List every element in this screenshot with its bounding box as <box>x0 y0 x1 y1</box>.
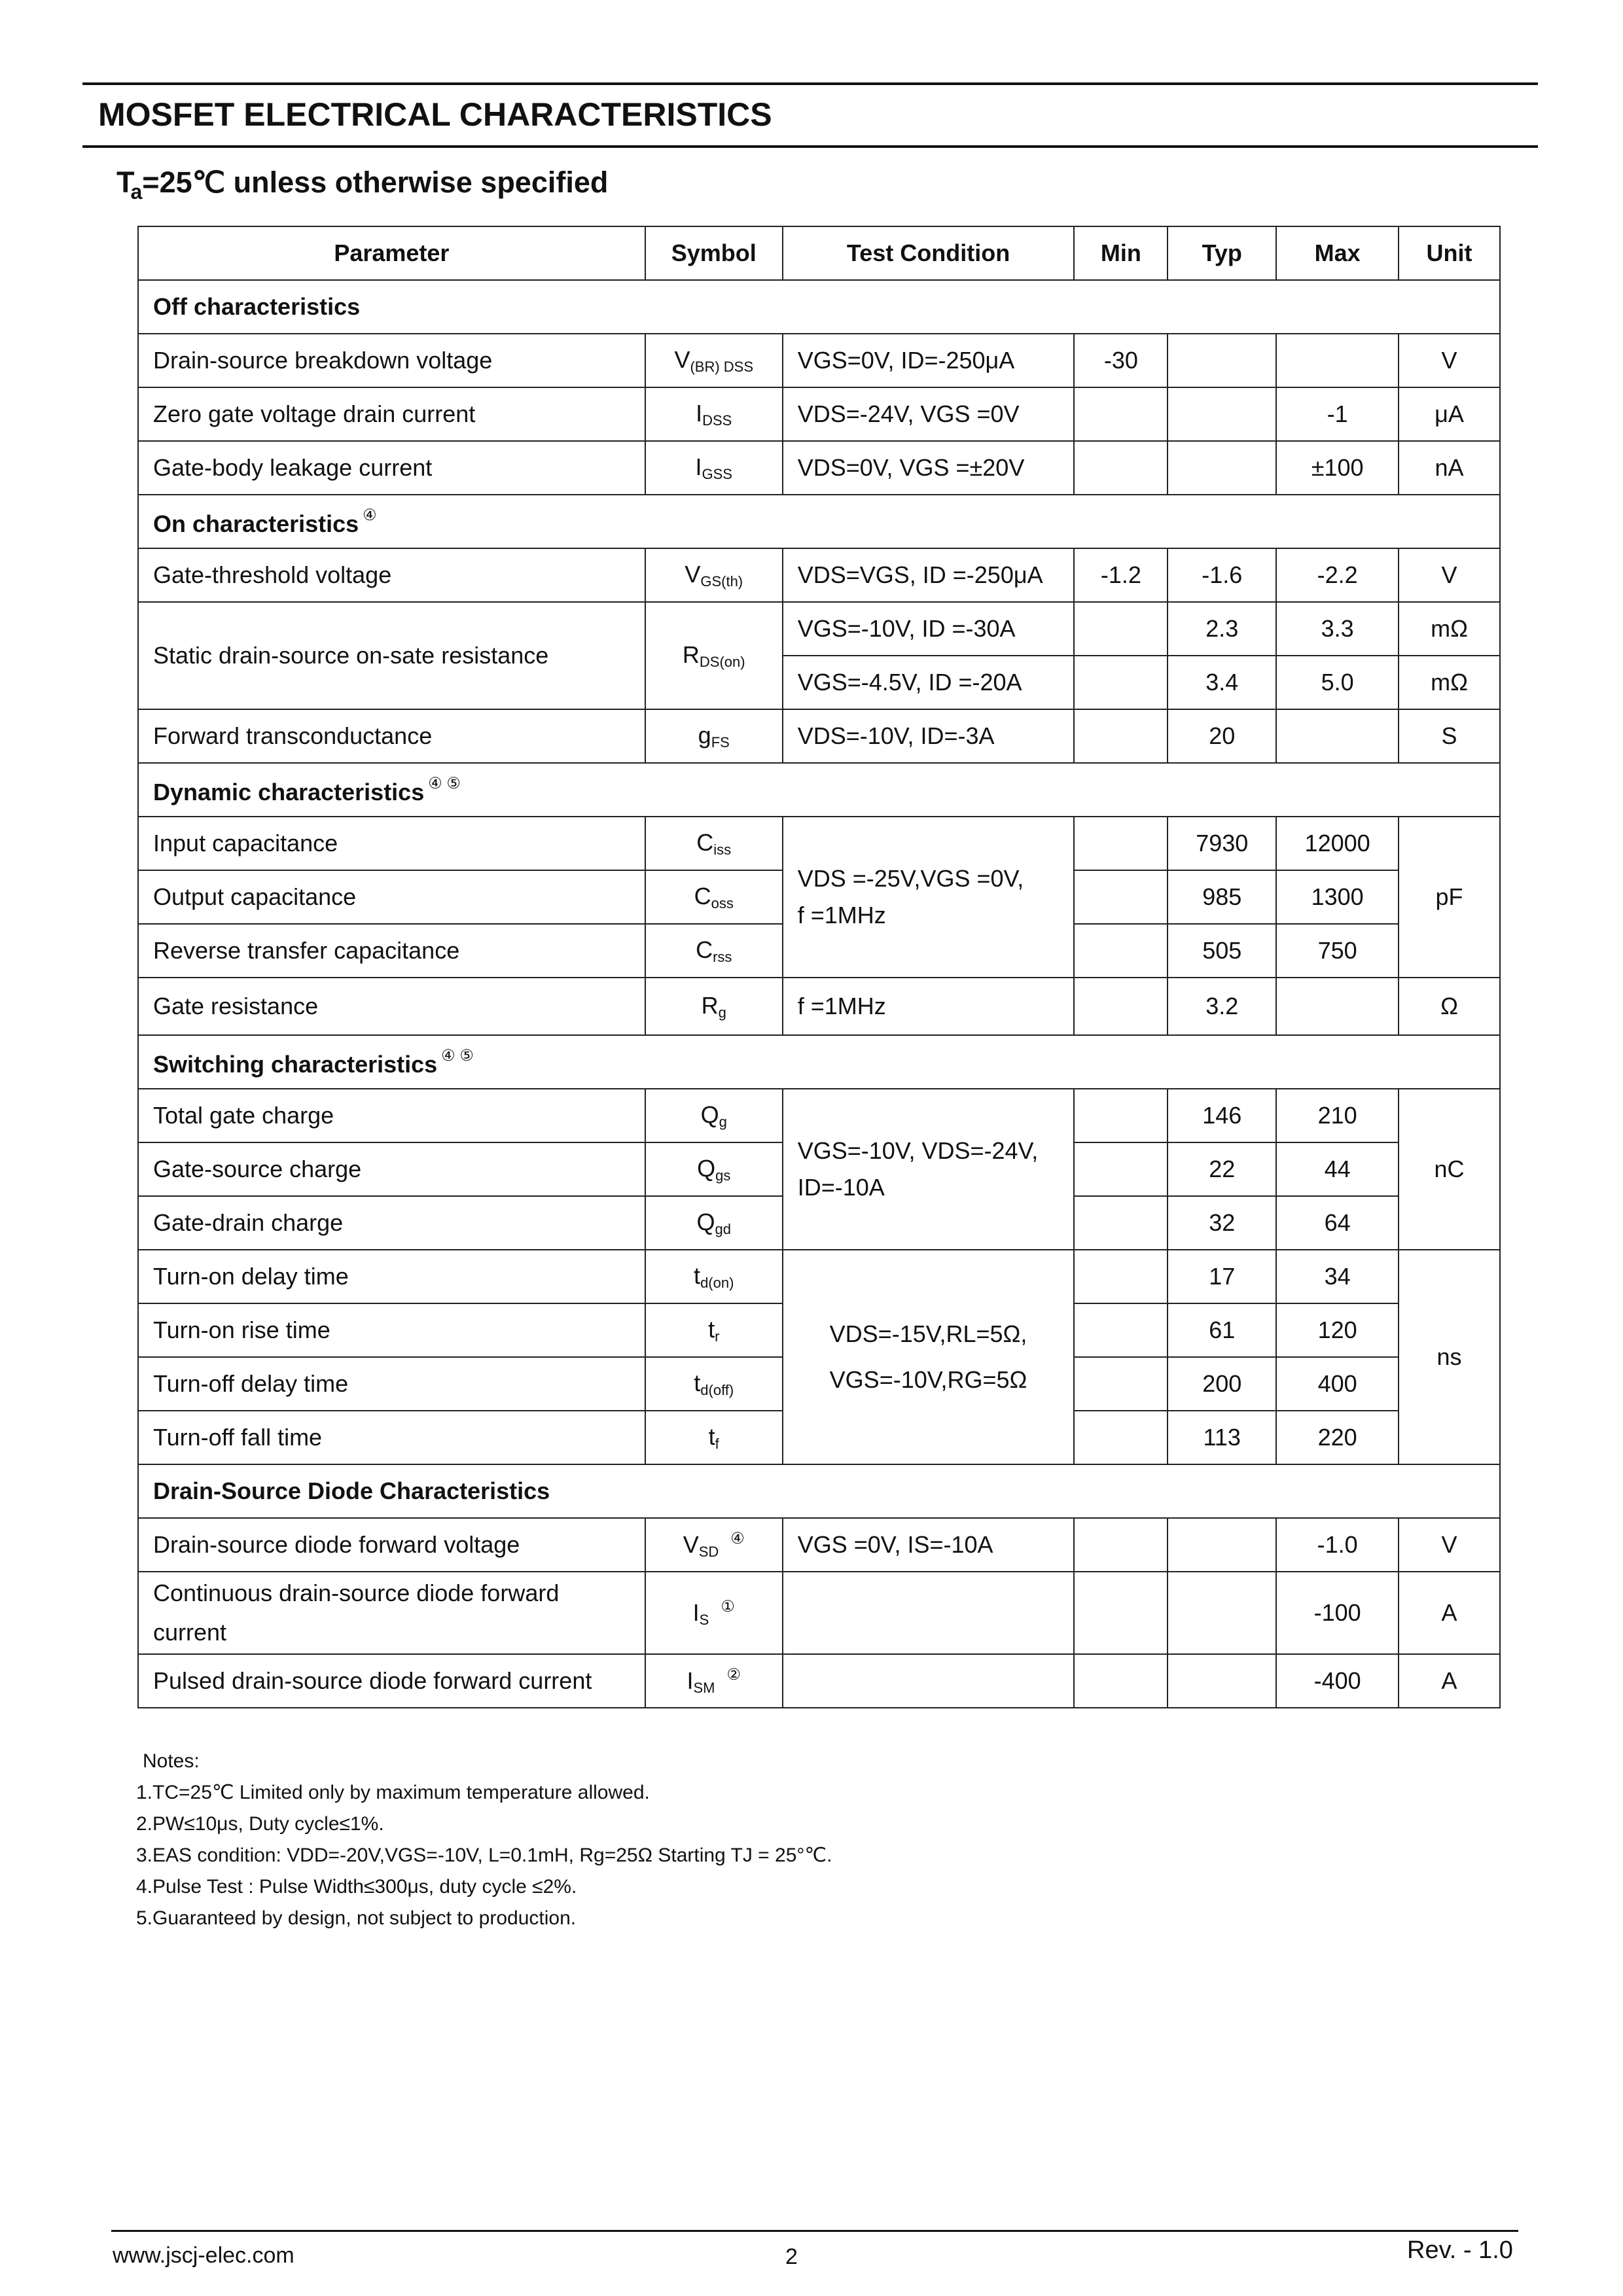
unit-cell: nA <box>1399 441 1500 495</box>
symbol-cell: $I_{SM}^②$ <box>645 1654 783 1708</box>
unit-cell: nC <box>1399 1089 1500 1250</box>
typ-cell: 17 <box>1168 1250 1276 1303</box>
symbol-cell: $I_S^①$ <box>645 1572 783 1654</box>
typ-cell <box>1168 441 1276 495</box>
condition-cell: VGS=-10V, VDS=-24V, ID=-10A <box>783 1089 1075 1250</box>
typ-cell <box>1168 1654 1276 1708</box>
min-cell <box>1074 1357 1168 1411</box>
table-header-row <box>138 226 1500 280</box>
unit-cell: μA <box>1399 387 1500 441</box>
note-1: 1.TC=25℃ Limited only by maximum temperature allowed. <box>136 1782 650 1803</box>
symbol-cell: $t_f$ <box>645 1411 783 1464</box>
unit-cell: mΩ <box>1399 602 1500 656</box>
characteristics-table <box>137 226 1501 1708</box>
param-cell: Turn-off fall time <box>138 1411 645 1464</box>
table-row <box>138 441 1500 495</box>
table-row <box>138 1089 1500 1142</box>
symbol-cell: $I_{GSS}$ <box>645 441 783 495</box>
top-rule <box>82 82 1538 85</box>
min-cell <box>1074 709 1168 763</box>
param-cell: Gate-source charge <box>138 1142 645 1196</box>
typ-cell: 985 <box>1168 870 1276 924</box>
max-cell: 210 <box>1276 1089 1399 1142</box>
symbol-cell: $V_{GS(th)}$ <box>645 548 783 602</box>
unit-cell: ns <box>1399 1250 1500 1464</box>
typ-cell <box>1168 1572 1276 1654</box>
typ-cell: 3.4 <box>1168 656 1276 709</box>
condition-cell <box>783 1572 1075 1654</box>
symbol-cell: $Q_{gs}$ <box>645 1142 783 1196</box>
min-cell <box>1074 1303 1168 1357</box>
condition-cell: VDS=-15V,RL=5Ω, VGS=-10V,RG=5Ω <box>783 1250 1075 1464</box>
symbol-cell: $Q_{gd}$ <box>645 1196 783 1250</box>
note-4: 4.Pulse Test : Pulse Width≤300μs, duty cycle ≤2%. <box>136 1876 577 1898</box>
table-row <box>138 602 1500 656</box>
max-cell: 34 <box>1276 1250 1399 1303</box>
unit-cell: A <box>1399 1654 1500 1708</box>
param-cell: Forward transconductance <box>138 709 645 763</box>
max-cell <box>1276 978 1399 1035</box>
min-cell <box>1074 924 1168 978</box>
condition-cell: VDS=-24V, VGS =0V <box>783 387 1075 441</box>
max-cell <box>1276 709 1399 763</box>
symbol-cell: $C_{oss}$ <box>645 870 783 924</box>
unit-cell: V <box>1399 334 1500 387</box>
table-row <box>138 1654 1500 1708</box>
typ-cell: 7930 <box>1168 817 1276 870</box>
notes-heading: Notes: <box>143 1750 200 1772</box>
max-cell: 44 <box>1276 1142 1399 1196</box>
page-title: MOSFET ELECTRICAL CHARACTERISTICS <box>98 96 772 133</box>
param-cell: Static drain-source on-sate resistance <box>138 602 645 709</box>
max-cell: 12000 <box>1276 817 1399 870</box>
table-row <box>138 1250 1500 1303</box>
symbol-cell: $t_{d(on)}$ <box>645 1250 783 1303</box>
min-cell <box>1074 1250 1168 1303</box>
min-cell: -30 <box>1074 334 1168 387</box>
param-cell: Gate-threshold voltage <box>138 548 645 602</box>
typ-cell: 32 <box>1168 1196 1276 1250</box>
condition-cell: VDS=VGS, ID =-250μA <box>783 548 1075 602</box>
table-row <box>138 334 1500 387</box>
section-row <box>138 1035 1500 1089</box>
section-switching: Switching characteristics ④ ⑤ <box>138 1035 1500 1089</box>
max-cell: 220 <box>1276 1411 1399 1464</box>
symbol-cell: $Q_g$ <box>645 1089 783 1142</box>
unit-cell: V <box>1399 548 1500 602</box>
header-parameter: Parameter <box>138 226 645 280</box>
header-symbol: Symbol <box>645 226 783 280</box>
note-2: 2.PW≤10μs, Duty cycle≤1%. <box>136 1813 384 1835</box>
unit-cell: A <box>1399 1572 1500 1654</box>
page-number: 2 <box>785 2244 798 2269</box>
table-row <box>138 978 1500 1035</box>
notes-block <box>136 1746 832 1934</box>
min-cell <box>1074 1518 1168 1572</box>
typ-cell <box>1168 387 1276 441</box>
symbol-cell: $I_{DSS}$ <box>645 387 783 441</box>
max-cell: 120 <box>1276 1303 1399 1357</box>
min-cell <box>1074 602 1168 656</box>
param-cell: Output capacitance <box>138 870 645 924</box>
section-on: On characteristics ④ <box>138 495 1500 548</box>
max-cell: -400 <box>1276 1654 1399 1708</box>
max-cell <box>1276 334 1399 387</box>
max-cell: -1 <box>1276 387 1399 441</box>
param-cell: Continuous drain-source diode forward current <box>138 1572 645 1654</box>
condition-cell: VDS=-10V, ID=-3A <box>783 709 1075 763</box>
table-row <box>138 548 1500 602</box>
max-cell: ±100 <box>1276 441 1399 495</box>
symbol-cell: $R_g$ <box>645 978 783 1035</box>
param-cell: Gate resistance <box>138 978 645 1035</box>
param-cell: Total gate charge <box>138 1089 645 1142</box>
condition-cell: f =1MHz <box>783 978 1075 1035</box>
symbol-cell: $V_{(BR) DSS}$ <box>645 334 783 387</box>
title-underline <box>82 145 1538 148</box>
header-max: Max <box>1276 226 1399 280</box>
condition-cell: VGS=-10V, ID =-30A <box>783 602 1075 656</box>
condition-cell: VDS =-25V,VGS =0V, f =1MHz <box>783 817 1075 978</box>
param-cell: Drain-source diode forward voltage <box>138 1518 645 1572</box>
min-cell <box>1074 1411 1168 1464</box>
param-cell: Reverse transfer capacitance <box>138 924 645 978</box>
typ-cell: 3.2 <box>1168 978 1276 1035</box>
param-cell: Pulsed drain-source diode forward current <box>138 1654 645 1708</box>
min-cell <box>1074 978 1168 1035</box>
typ-cell: 20 <box>1168 709 1276 763</box>
table-row <box>138 1518 1500 1572</box>
typ-cell: -1.6 <box>1168 548 1276 602</box>
param-cell: Gate-body leakage current <box>138 441 645 495</box>
typ-cell: 61 <box>1168 1303 1276 1357</box>
typ-cell: 146 <box>1168 1089 1276 1142</box>
symbol-cell: $g_{FS}$ <box>645 709 783 763</box>
param-cell: Gate-drain charge <box>138 1196 645 1250</box>
unit-cell: pF <box>1399 817 1500 978</box>
condition-cell: VGS=0V, ID=-250μA <box>783 334 1075 387</box>
table-row <box>138 387 1500 441</box>
header-unit: Unit <box>1399 226 1500 280</box>
param-cell: Drain-source breakdown voltage <box>138 334 645 387</box>
min-cell: -1.2 <box>1074 548 1168 602</box>
min-cell <box>1074 1654 1168 1708</box>
footer-rule <box>111 2230 1518 2232</box>
param-cell: Turn-off delay time <box>138 1357 645 1411</box>
header-typ: Typ <box>1168 226 1276 280</box>
min-cell <box>1074 817 1168 870</box>
footer-website[interactable]: www.jscj-elec.com <box>113 2243 294 2268</box>
typ-cell: 2.3 <box>1168 602 1276 656</box>
unit-cell: V <box>1399 1518 1500 1572</box>
typ-cell: 113 <box>1168 1411 1276 1464</box>
section-diode: Drain-Source Diode Characteristics <box>138 1464 1500 1518</box>
conditions-subtitle: $T_a=25℃$ unless otherwise specified <box>116 166 609 203</box>
max-cell: -100 <box>1276 1572 1399 1654</box>
symbol-cell: $C_{iss}$ <box>645 817 783 870</box>
symbol-cell: $t_{d(off)}$ <box>645 1357 783 1411</box>
section-row <box>138 1464 1500 1518</box>
header-min: Min <box>1074 226 1168 280</box>
min-cell <box>1074 441 1168 495</box>
max-cell: -1.0 <box>1276 1518 1399 1572</box>
min-cell <box>1074 870 1168 924</box>
typ-cell <box>1168 334 1276 387</box>
section-off: Off characteristics <box>138 280 1500 334</box>
typ-cell: 22 <box>1168 1142 1276 1196</box>
symbol-cell: $V_{SD}^④$ <box>645 1518 783 1572</box>
max-cell: 64 <box>1276 1196 1399 1250</box>
table-row <box>138 1572 1500 1654</box>
section-row <box>138 763 1500 817</box>
max-cell: 3.3 <box>1276 602 1399 656</box>
note-3: 3.EAS condition: VDD=-20V,VGS=-10V, L=0.1mH, Rg=25Ω Starting TJ = 25°℃. <box>136 1845 832 1866</box>
table-row <box>138 709 1500 763</box>
min-cell <box>1074 387 1168 441</box>
typ-cell: 505 <box>1168 924 1276 978</box>
param-cell: Turn-on delay time <box>138 1250 645 1303</box>
param-cell: Zero gate voltage drain current <box>138 387 645 441</box>
section-row <box>138 495 1500 548</box>
unit-cell: S <box>1399 709 1500 763</box>
max-cell: 5.0 <box>1276 656 1399 709</box>
condition-cell <box>783 1654 1075 1708</box>
revision-label: Rev. - 1.0 <box>1407 2236 1513 2264</box>
unit-cell: mΩ <box>1399 656 1500 709</box>
symbol-cell: $C_{rss}$ <box>645 924 783 978</box>
symbol-cell: $R_{DS(on)}$ <box>645 602 783 709</box>
min-cell <box>1074 1572 1168 1654</box>
max-cell: -2.2 <box>1276 548 1399 602</box>
min-cell <box>1074 1089 1168 1142</box>
table-row <box>138 817 1500 870</box>
param-cell: Turn-on rise time <box>138 1303 645 1357</box>
section-dynamic: Dynamic characteristics ④ ⑤ <box>138 763 1500 817</box>
max-cell: 750 <box>1276 924 1399 978</box>
param-cell: Input capacitance <box>138 817 645 870</box>
min-cell <box>1074 1142 1168 1196</box>
min-cell <box>1074 656 1168 709</box>
header-condition: Test Condition <box>783 226 1075 280</box>
symbol-cell: $t_r$ <box>645 1303 783 1357</box>
typ-cell: 200 <box>1168 1357 1276 1411</box>
typ-cell <box>1168 1518 1276 1572</box>
condition-cell: VDS=0V, VGS =±20V <box>783 441 1075 495</box>
unit-cell: Ω <box>1399 978 1500 1035</box>
condition-cell: VGS=-4.5V, ID =-20A <box>783 656 1075 709</box>
condition-cell: VGS =0V, IS=-10A <box>783 1518 1075 1572</box>
max-cell: 1300 <box>1276 870 1399 924</box>
section-row <box>138 280 1500 334</box>
min-cell <box>1074 1196 1168 1250</box>
max-cell: 400 <box>1276 1357 1399 1411</box>
note-5: 5.Guaranteed by design, not subject to production. <box>136 1907 577 1929</box>
